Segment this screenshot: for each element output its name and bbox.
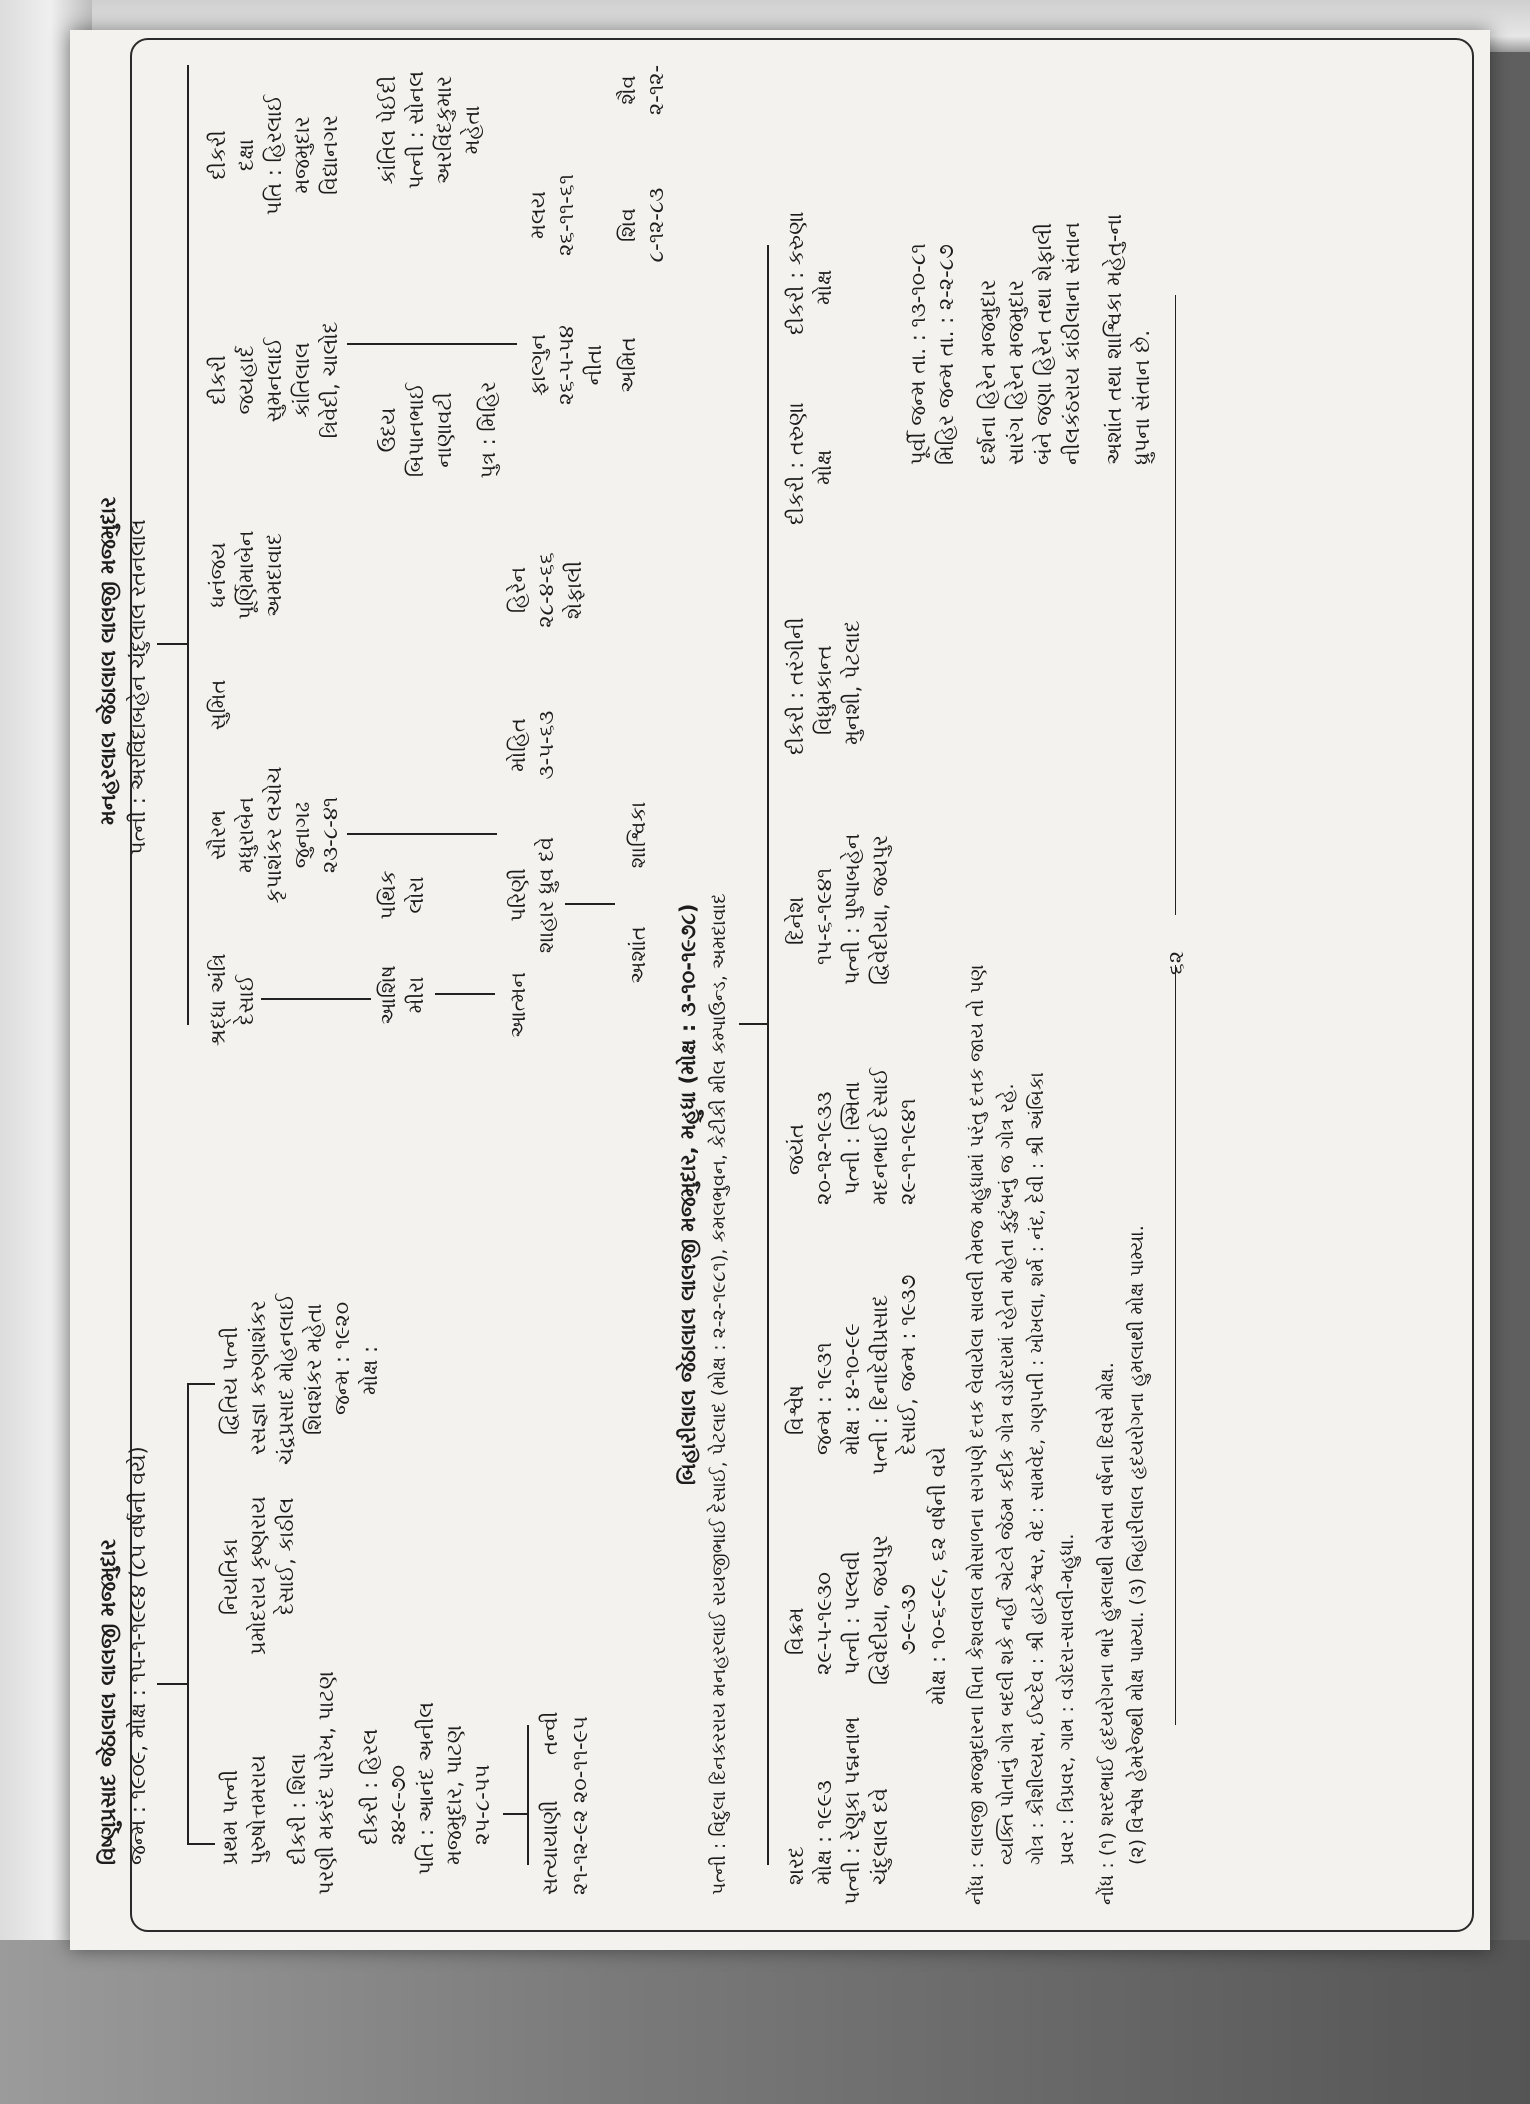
tree-connector (187, 1383, 215, 1385)
grand-falgun-date: ૨૬-૫-૫૪ (554, 325, 578, 405)
child-tarangini-l1: વિધુમકાન્ત (812, 645, 836, 735)
child-vikram: વિક્રમ (784, 1607, 808, 1655)
kantibhai-line2: પત્ની : સોનલ (404, 70, 428, 190)
side-note-3: દર્શના હિરેન મજમુદાર (976, 279, 1000, 465)
tree-connector (187, 1385, 189, 1845)
tree-connector (435, 993, 495, 995)
niyatika-line2: દેસાઈ, કાઠીલ (274, 1497, 298, 1615)
child-vishvesh: વિશ્વેષ (784, 1384, 808, 1435)
child-tarangini: દીકરી : તરંગીની (784, 617, 808, 755)
child-sharad-l1: મોક્ષ : ૧૯૯૩ (812, 1780, 836, 1885)
grand-mohit-date: ૩-૫-૬૩ (534, 710, 558, 780)
vikram-death: મોક્ષ : ૧૦-૬-૯૯, ૬૨ વર્ષની વયે (926, 1446, 950, 1705)
great-grand-1: સત્યાયાણી (538, 1800, 562, 1895)
side-note-8: ધ્રુપના સંતાન છે. (1130, 329, 1154, 465)
tree-connector (347, 833, 497, 835)
child-taruna: દીકરી : તરુણા (784, 402, 808, 525)
side-note-4: સારંગ હિરેન મજમુદાર (1004, 279, 1028, 465)
note-4: પ્રવર : ત્રિપ્રવર, ગામ : વડોદરા-સાવલી-મહુધા. (1056, 1533, 1078, 1865)
biharilal-name: બિહારીલાલ જેઠાલાલ લાલજી મજમુદાર, મહુધા (મોક્ષ : ૩-૧૦-૧૯૭૮) (676, 903, 700, 1485)
child-saurabh-sub3: જુનાગઢ (290, 801, 314, 869)
child-taruna-l1: મોક્ષ (812, 449, 836, 485)
child-sharad-l3: ચંદુલાલ દવે (868, 1788, 892, 1885)
grand-uday-sub: બિપાનભાઈ (404, 382, 428, 478)
child-shraddha: શ્રદ્ધા અંત્રિ (206, 953, 230, 1047)
great-shaiv-date: ૨-૧૨- (644, 64, 668, 116)
grand-putra-mihir: પુત્ર : મિહિર (476, 381, 500, 479)
granddaughter-date: ૨૪-૯-૭૦ (386, 1764, 410, 1845)
grand-falgun: ફાલ્ગુન (526, 333, 550, 397)
footer-rule (1175, 965, 1176, 1725)
page-number: ૬૨ (1164, 950, 1188, 975)
grand-uday-sub2: નાણાવટી (432, 392, 456, 468)
child-vishvesh-l4: દેસાઈ, જન્મ : ૧૯૩૭ (896, 1274, 920, 1455)
child-daughter2: દીકરી (206, 130, 230, 180)
wife1-husband: પરણી મકરંદ પારેખ, પાટણ (314, 1671, 338, 1895)
manharlal-name: મનહરલાલ જેઠાલાલ લાલજી મજમુદાર (96, 496, 120, 825)
child-dinesh-l3: દ્વિવેદીયા, જયપુર (868, 835, 892, 985)
kantibhai-line4: મહેતા (460, 105, 484, 155)
child-dinesh: દિનેશ (784, 896, 808, 945)
tree-connector (157, 643, 187, 645)
great-ashant: અશાંત (626, 926, 650, 984)
footer-rule (1175, 295, 1176, 915)
child-saurabh-sub4: ૨૩-૮-૪૧ (318, 796, 342, 874)
child-sharad-l2: પત્ની : રેણુકા પદ્મનાભ (840, 1716, 864, 1905)
family-tree-rotated-content (75, 25, 1365, 1905)
grand-hiren: હિરેન (506, 566, 530, 614)
grand-hiren-date: ૨૮-૪-૬૬ (534, 552, 558, 628)
wife2-line2: ચંદ્રપ્રસાદ મોહનલાઈ (274, 1293, 298, 1465)
great-shiv: શિવ (616, 207, 640, 243)
kantibhai-line1: કાંતિલ પેઈદી (376, 75, 400, 185)
tree-connector (157, 1683, 187, 1685)
tree-connector (187, 65, 189, 1025)
child-saurabh: સૌરભ (206, 809, 230, 861)
tree-connector (187, 1843, 215, 1845)
child-vishvesh-l3: પત્ની : દિનાદેવીપ્રસાદ (868, 1294, 892, 1475)
grand-atman: આત્મન (506, 972, 530, 1038)
child-tarangini-l2: મુનશી, પેટલાદ (840, 620, 864, 745)
wife2-title: દ્વિતિય પત્ની (218, 1326, 242, 1435)
child-sharad: શરદ (784, 1846, 808, 1885)
child-vikram-l4: ૭-૯-૩૭ (896, 1584, 920, 1655)
child-daughter1-sub3: કાંતિલાલ (290, 342, 314, 418)
grand-malay-date: ૨૬-૧૧-૬૧ (554, 174, 578, 256)
child-karuna-l1: મોક્ષ (812, 269, 836, 305)
grand-pathik: પથિક (376, 870, 400, 920)
great-shiv-date: ૮-૧૨-૮૩ (644, 187, 668, 263)
tree-connector (347, 343, 517, 345)
wife2-line1: રસજ્ઞા કરુણાશંકર (246, 1300, 270, 1455)
child-dhananjay-sub: પૂર્ણિમાબેન (234, 530, 258, 620)
child-daughter1-sub4: ત્રિવેદી, ચાલોદ (318, 321, 342, 439)
wife2-birth: જન્મ : ૧૯૨૦ (330, 1301, 354, 1415)
child-vikram-l1: ૨૯-૫-૧૯૩૦ (812, 1571, 836, 1675)
wife2-death: મોક્ષ : (358, 1345, 382, 1395)
grand-ashish: આશિષ (376, 965, 400, 1025)
child-daughter2-sub2: પતિ : હિરલાઈ (262, 94, 286, 216)
child-jayant-l3: મદનભાઈ દેસાઈ (868, 1067, 892, 1205)
grand-lora: લોરા (404, 876, 428, 914)
child-jayant-l1: ૨૦-૧૨-૧૯૩૩ (812, 1091, 836, 1205)
wife1-title: પ્રથમ પત્ની (218, 1769, 242, 1865)
manharlal-wife: પત્ની : અરવિંદાબહેન ચંદુલાલ રતનલાલ (126, 519, 150, 855)
grand-mira: મીરા (404, 976, 428, 1014)
grand-malay: મલય (526, 191, 550, 239)
tree-connector (739, 1023, 767, 1025)
child-dinesh-l2: પત્ની : પુષ્પાબહેન (840, 833, 864, 985)
child-vishvesh-l2: મોક્ષ : ૪-૧૦-૯૯ (840, 1323, 864, 1455)
niyatika-line1: પ્રમોદરાય કૃષ્ણરાય (246, 1496, 270, 1655)
child-dinesh-l1: ૧૫-૬-૧૯૪૧ (812, 867, 836, 965)
side-note-2: મિહિર જન્મ તા. : ૨-૨-૮૭ (934, 244, 958, 465)
side-note-7: અશાંત તથા શાશ્વિકા મહેતુ-ના (1102, 213, 1126, 465)
child-karuna: દીકરી : કરુણા (784, 211, 808, 335)
wife1-name: પુરુષોત્તમરાય (246, 1754, 270, 1865)
great-grand-dates: ૨૧-૧૨-૯૨ ૨૦-૧૧-૯૫ (568, 1716, 592, 1895)
child-jayant-l2: પત્ની : સ્મિતા (840, 1081, 864, 1195)
great-shaiv: શૈવ (616, 75, 640, 105)
note-2: વ્યક્તિ પોતાનું ગોત્ર બદલી શકે નહીં એટલે જેઠમ કદીક ગોત્ર વડોદરામાં રહેતા મહેતા કુટુંબનું જ ગોત્ર રહે. (996, 1083, 1018, 1865)
child-jayant-l4: ૨૯-૧૧-૧૯૪૧ (896, 1098, 920, 1205)
tree-connector (503, 1813, 527, 1815)
child-daughter1: દીકરી (206, 355, 230, 405)
side-note-1: પૂર્વી જન્મ તા. : ૧૩-૧૦-૮૧ (906, 243, 930, 465)
grand-falgun-wife: નીતા (582, 344, 606, 386)
note-1: નોંધ : લાલજી મજમુદારના પિતા કેશવલાલ મોસાળના સગપણે દત્તક લેવાયેલા સાવલી તેમજ મહુધામાં પરંતુ દત્તક જાય તો પણ (966, 964, 988, 1905)
biharilal-wife: પત્ની : વિદુલા દિનકરરાય મનહરલાઈ રાયજીભાઈ દેસાઈ, પેટલાદ (મોક્ષ : ૨-૨-૧૯૮૧), કમલભુવન, કેટીકી મીલ કમ્પાઉન્ડ, અમદાવાદ (708, 893, 730, 1895)
child-vishvesh-l1: જન્મ : ૧૯૩૧ (812, 1342, 836, 1455)
grand-hiren-wife: શેફાલી (562, 560, 586, 620)
note-3: ગોત્ર : કૌશીલ્યસ, ઈષ્ટદેવ : શ્રી હાટકેશ્વર, વેદ : સામવેદ, ગણપતી : ખોખલા, શર્મ : નંદ, દેવી : શ્રી અંબિકા (1026, 1072, 1048, 1865)
vishnuprasad-name: વિષ્ણુપ્રસાદ જેઠાલાલ લાલજી મજમુદાર (96, 1539, 120, 1865)
great-grand-2: તન્વી (538, 1711, 562, 1755)
granddaughter-husband-place: મજમુદાર, પાટણ (442, 1725, 466, 1865)
tree-connector (565, 903, 615, 905)
child-saurabh-sub2: કૃપાશંકર લચોચ (262, 766, 286, 904)
child-daughter1-sub: જયહાર્દ (234, 345, 258, 415)
child-sumit: સુમિત (206, 679, 230, 731)
scan-bottom-edge (0, 1940, 1530, 2104)
child-daughter2-sub3: મજમુદાર (290, 116, 314, 194)
grand-amit: અમિત (616, 337, 640, 393)
wife2-line3: શિવશંકર મહેતા (302, 1303, 326, 1435)
grand-parini: પરિણી (506, 868, 530, 922)
child-daughter2-sub: દક્ષા (234, 138, 258, 172)
note-6: (૨) વિશ્વેષ હેમરેજથી મોક્ષ પામ્યા. (૩) બિહારીલાલ હૃદયરોગના હુમલાથી મોક્ષ પામ્યા. (1126, 1225, 1148, 1865)
niyatika-title: નિયતિકા (218, 1538, 242, 1615)
tree-connector (261, 998, 371, 1000)
granddaughter-husband: પતિ : આનંદ અનીલ (414, 1701, 438, 1875)
child-daughter1-sub2: સુમનલાઈ (262, 337, 286, 423)
granddaughter: દીકરી : હિરલ (358, 1728, 382, 1845)
grand-mohit: મોહિત (506, 718, 530, 772)
granddaughter-husband-date: ૨૫-૮-૫૫ (470, 1764, 494, 1845)
tree-connector (527, 1725, 529, 1865)
wife1-daughter: દીકરી : શિલા (286, 1753, 310, 1865)
child-daughter2-sub4: વિદ્યાનગર (318, 115, 342, 195)
grand-shahar: શાહાર ધ્રુવ દવે (534, 836, 558, 954)
kantibhai-line3: અરવિંદકુમાર (432, 75, 456, 185)
child-vikram-l2: પત્ની : પલ્લવી (840, 1551, 864, 1675)
child-jayant: જયંત (784, 1124, 808, 1175)
note-5: નોંધ : (૧) શરદભાઈ હૃદયરોગના ભારે હુમલાથી બેસતા વર્ષના દિવસે મોક્ષ. (1096, 1362, 1118, 1905)
child-dhananjay: ધનંજય (206, 542, 230, 608)
great-shashvika: શાશ્વિકા (626, 801, 650, 869)
side-note-5: બંને જણા હિરેન તથા શેફાલી (1032, 222, 1056, 465)
tree-connector (767, 245, 769, 1865)
child-vikram-l3: દ્વિવેદીયા, જયપુર (868, 1535, 892, 1685)
vishnuprasad-dates: જન્મ : ૧૯૦૯, મોક્ષ : ૧૫-૧-૧૯૯૪ (૮૫ વર્ષની વયે) (126, 1446, 150, 1865)
grand-uday: ઉદય (376, 407, 400, 453)
side-note-6: નીલકંઠરાય કાંઠીલાના સંતાન (1060, 222, 1084, 465)
child-shraddha-sub: દેસાઈ (234, 974, 258, 1026)
child-saurabh-sub: મધુરાબેન (234, 797, 258, 873)
child-dhananjay-sub2: અમદાવાદ (262, 533, 286, 617)
